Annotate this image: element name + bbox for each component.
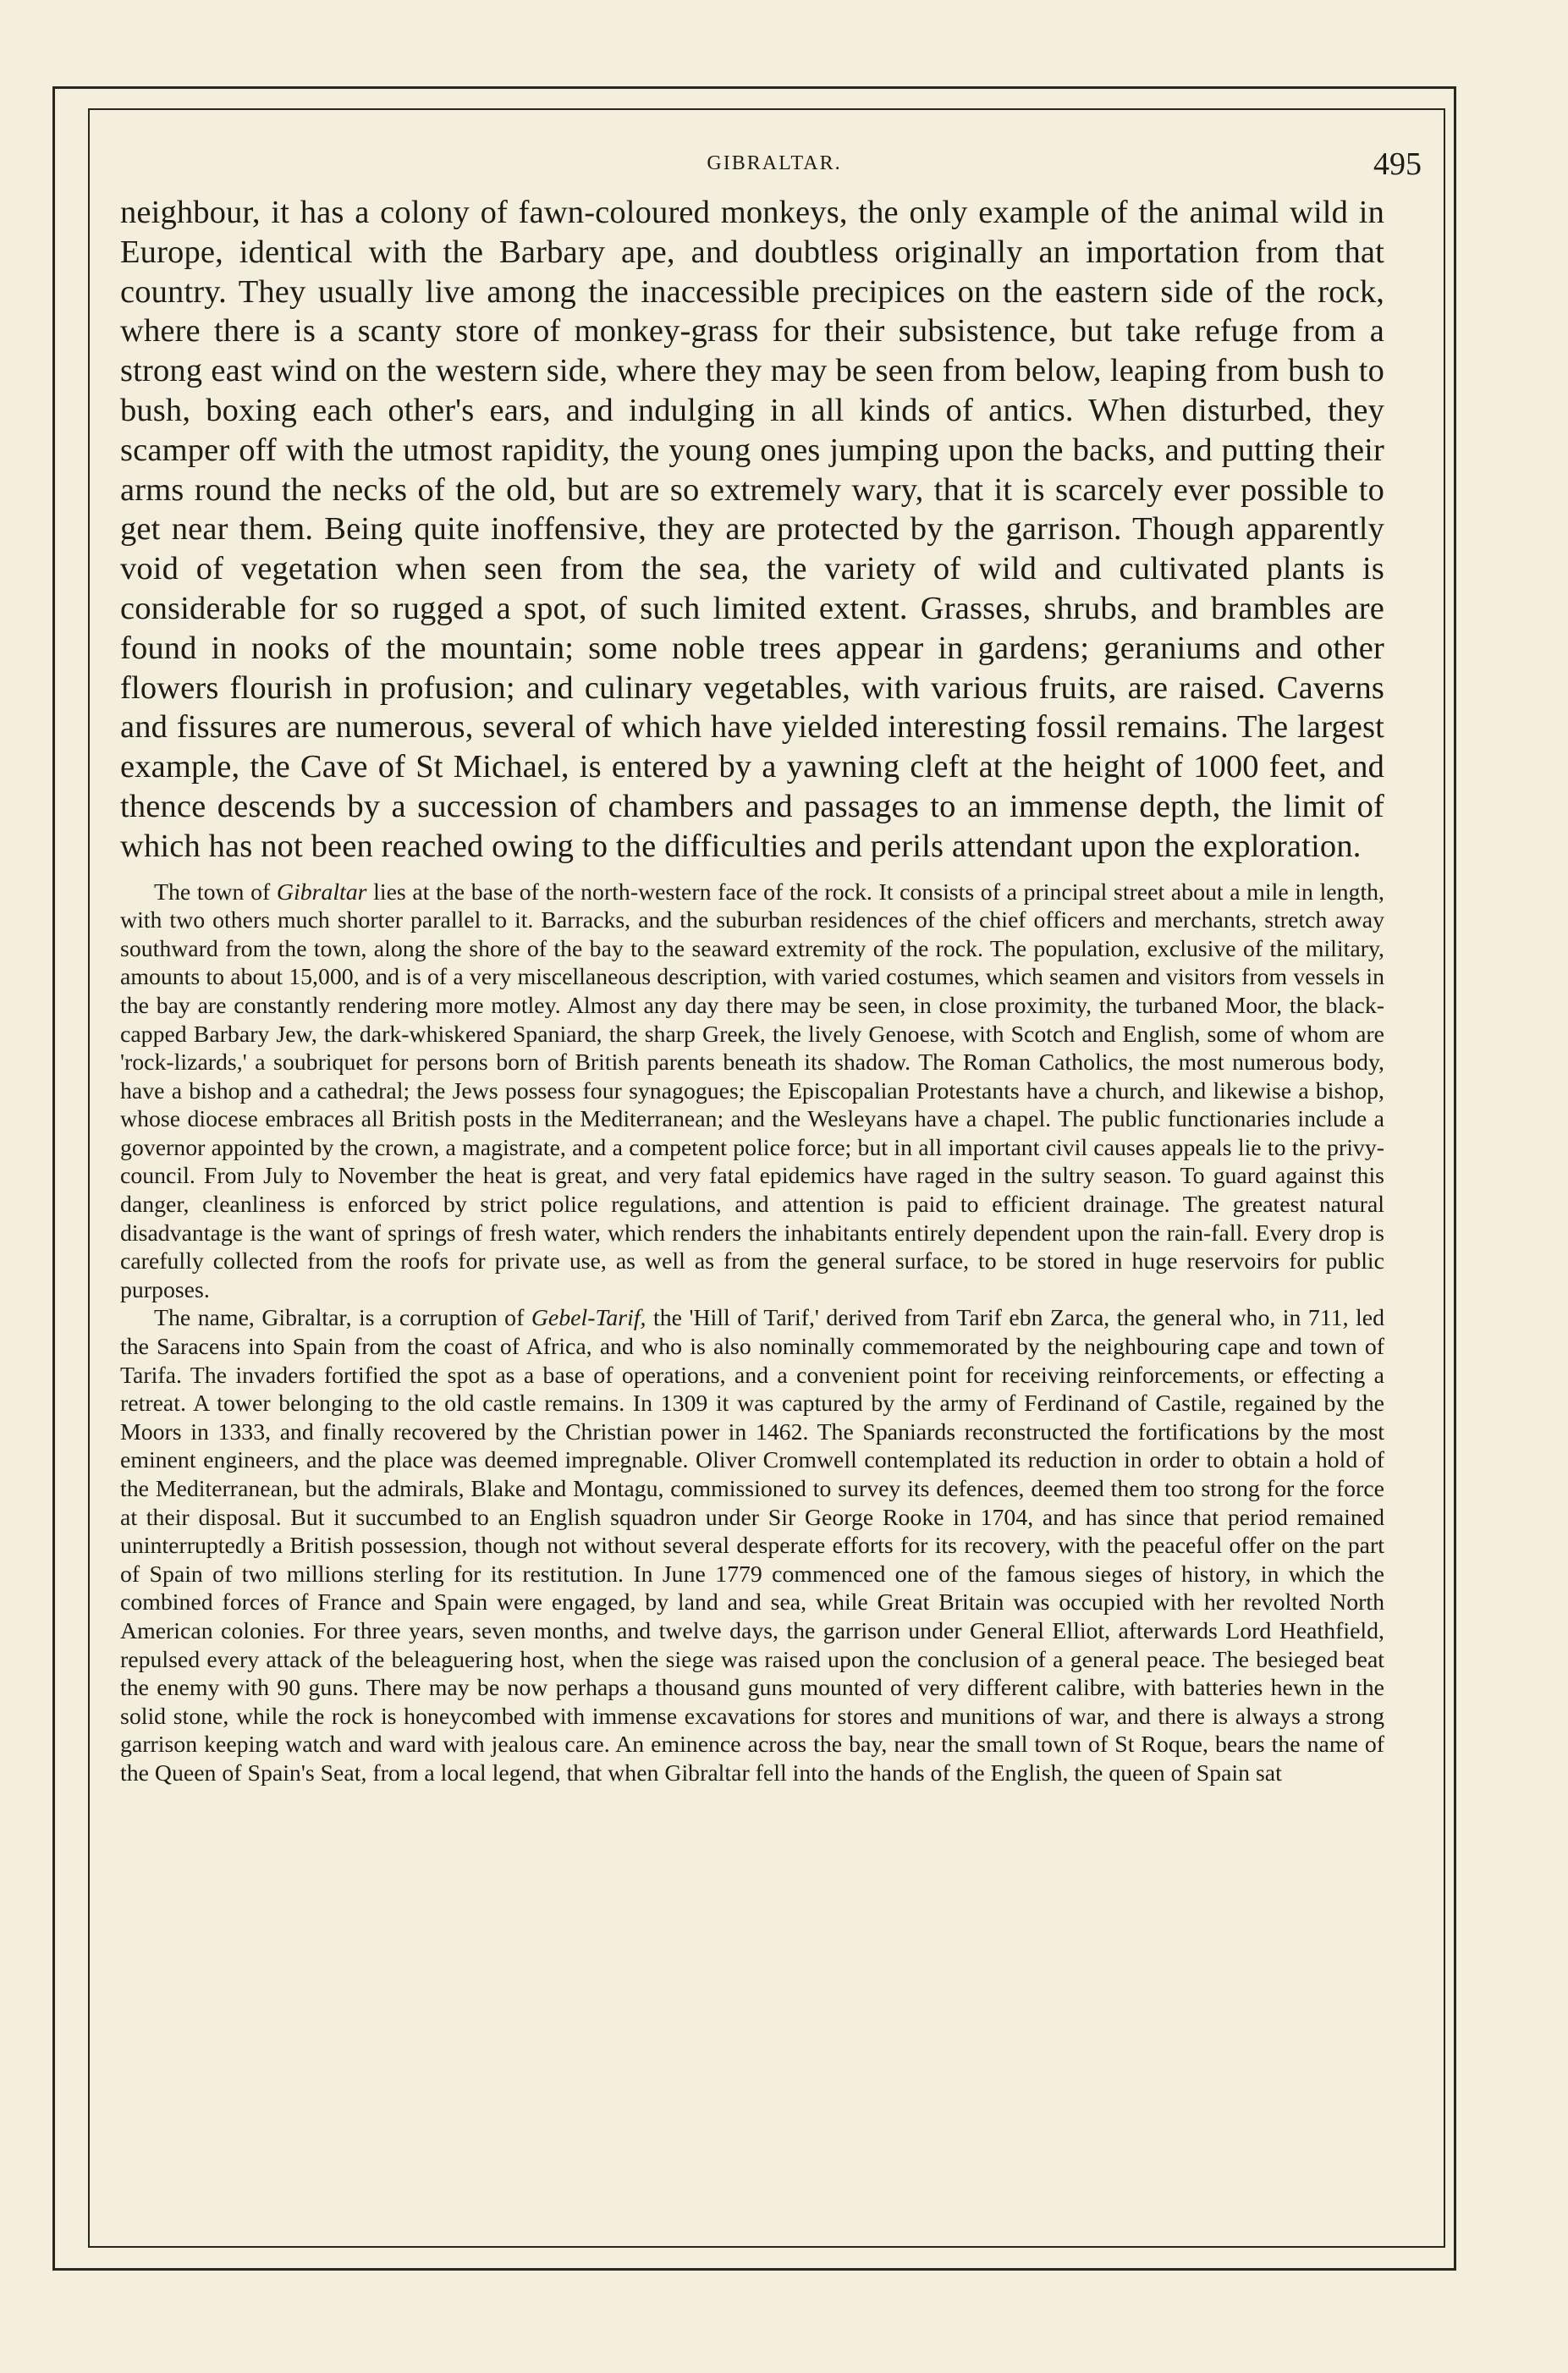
paragraph-name-and-history (120, 1304, 1384, 1787)
frame-outer-left (52, 86, 55, 2270)
italic-term: Gebel-Tarif, (531, 1305, 646, 1332)
paragraph-intro: The name, Gibraltar, is a corruption of (154, 1305, 531, 1332)
frame-inner-bottom (88, 2246, 1445, 2248)
frame-outer-right (1454, 86, 1456, 2270)
paragraph-text: the 'Hill of Tarif,' derived from Tarif ebn Zarca, the general who, in 711, led the Saracens into Spain from the coast of Africa, and who is also nominally commemorated by the neighbouring cape and town of Tarifa. The invaders fortified the spot as a base of operations, and a convenient point for receiving reinforcements, or effecting a retreat. A tower belonging to the old castle remains. In 1309 it was captured by the army of Ferdinand of Castile, regained by the Moors in 1333, and finally recovered by the Christian power in 1462. The Spaniards reconstructed the fortifications by the most eminent engineers, and the place was deemed impregnable. Oliver Cromwell contemplated its reduction in order to obtain a hold of the Mediterranean, but the admirals, Blake and Montagu, commissioned to survey its defences, deemed them too strong for the force at their disposal. But it succumbed to an English squadron under Sir George Rooke in 1704, and has since that period remained uninterruptedly a British possession, though not without several desperate efforts for its recovery, with the peaceful offer on the part of Spain of two millions sterling for its restitution. In June 1779 commenced one of the famous sieges of history, in which the combined forces of France and Spain were engaged, by land and sea, while Great Britain was occupied with her revolted North American colonies. For three years, seven months, and twelve days, the garrison under General Elliot, afterwards Lord Heathfield, repulsed every attack of the beleaguering host, when the siege was raised upon the conclusion of a general peace. The besieged beat the enemy with 90 guns. There may be now perhaps a thousand guns mounted of very different calibre, with batteries hewn in the solid stone, while the rock is honeycombed with immense excavations for stores and munitions of war, and there is always a strong garrison keeping watch and ward with jealous care. An eminence across the bay, near the small town of St Roque, bears the name of the Queen of Spain's Seat, from a local legend, that when Gibraltar fell into the hands of the English, the queen of Spain sat (120, 1305, 1384, 1787)
italic-term: Gibraltar (276, 878, 367, 906)
paragraph-monkeys-and-flora: neighbour, it has a colony of fawn-coloured monkeys, the only example of the animal wild in Europe, identical with the Barbary ape, and doubtless originally an importation from that country. They usually live among the inaccessible precipices on the eastern side of the rock, where there is a scanty store of monkey-grass for their subsistence, but take refuge from a strong east wind on the western side, where they may be seen from below, leaping from bush to bush, boxing each other's ears, and indulging in all kinds of antics. When disturbed, they scamper off with the utmost rapidity, the young ones jumping upon the backs, and putting their arms round the necks of the old, but are so extremely wary, that it is scarcely ever possible to get near them. Being quite inoffensive, they are protected by the garrison. Though apparently void of vegetation when seen from the sea, the variety of wild and cultivated plants is considerable for so rugged a spot, of such limited extent. Grasses, shrubs, and brambles are found in nooks of the mountain; some noble trees appear in gardens; geraniums and other flowers flourish in profusion; and culinary vegetables, with various fruits, are raised. Caverns and fissures are numerous, several of which have yielded interesting fossil remains. The largest example, the Cave of St Michael, is entered by a yawning cleft at the height of 1000 feet, and thence descends by a succession of chambers and passages to an immense depth, the limit of which has not been reached owing to the difficulties and perils attendant upon the exploration. (120, 195, 1384, 864)
page-header (127, 146, 1422, 188)
paragraph-town-description (120, 878, 1384, 1305)
page-body (120, 193, 1384, 1788)
paragraph-text: lies at the base of the north-western face of the rock. It consists of a principal street about a mile in length, with two others much shorter parallel to it. Barracks, and the suburban residences of the chief officers and merchants, stretch away southward from the town, along the shore of the bay to the seaward extremity of the rock. The population, exclusive of the military, amounts to about 15,000, and is of a very miscellaneous description, with varied costumes, which seamen and visitors from vessels in the bay are constantly rendering more motley. Almost any day there may be seen, in close proximity, the turbaned Moor, the black-capped Barbary Jew, the dark-whiskered Spaniard, the sharp Greek, the lively Genoese, with Scotch and English, some of whom are 'rock-lizards,' a soubriquet for persons born of British parents beneath its shadow. The Roman Catholics, the most numerous body, have a bishop and a cathedral; the Jews possess four synagogues; the Episcopalian Protestants have a church, and likewise a bishop, whose diocese embraces all British posts in the Mediterranean; and the Wesleyans have a chapel. The public functionaries include a governor appointed by the crown, a magistrate, and a competent police force; but in all important civil causes appeals lie to the privy-council. From July to November the heat is great, and very fatal epidemics have raged in the sultry season. To guard against this danger, cleanliness is enforced by strict police regulations, and attention is paid to efficient drainage. The greatest natural disadvantage is the want of springs of fresh water, which renders the inhabitants entirely dependent upon the rain-fall. Every drop is carefully collected from the roofs for private use, as well as from the general surface, to be stored in huge reservoirs for public purposes. (120, 878, 1385, 1303)
paragraph-intro: The town of (154, 878, 277, 906)
page-number: 495 (1373, 146, 1422, 182)
running-title: GIBRALTAR. (707, 152, 842, 174)
frame-outer-top (52, 86, 1455, 89)
frame-outer-bottom (52, 2268, 1456, 2271)
frame-inner-left (88, 108, 90, 2248)
frame-inner-top (88, 108, 1444, 110)
frame-inner-right (1444, 108, 1445, 2248)
